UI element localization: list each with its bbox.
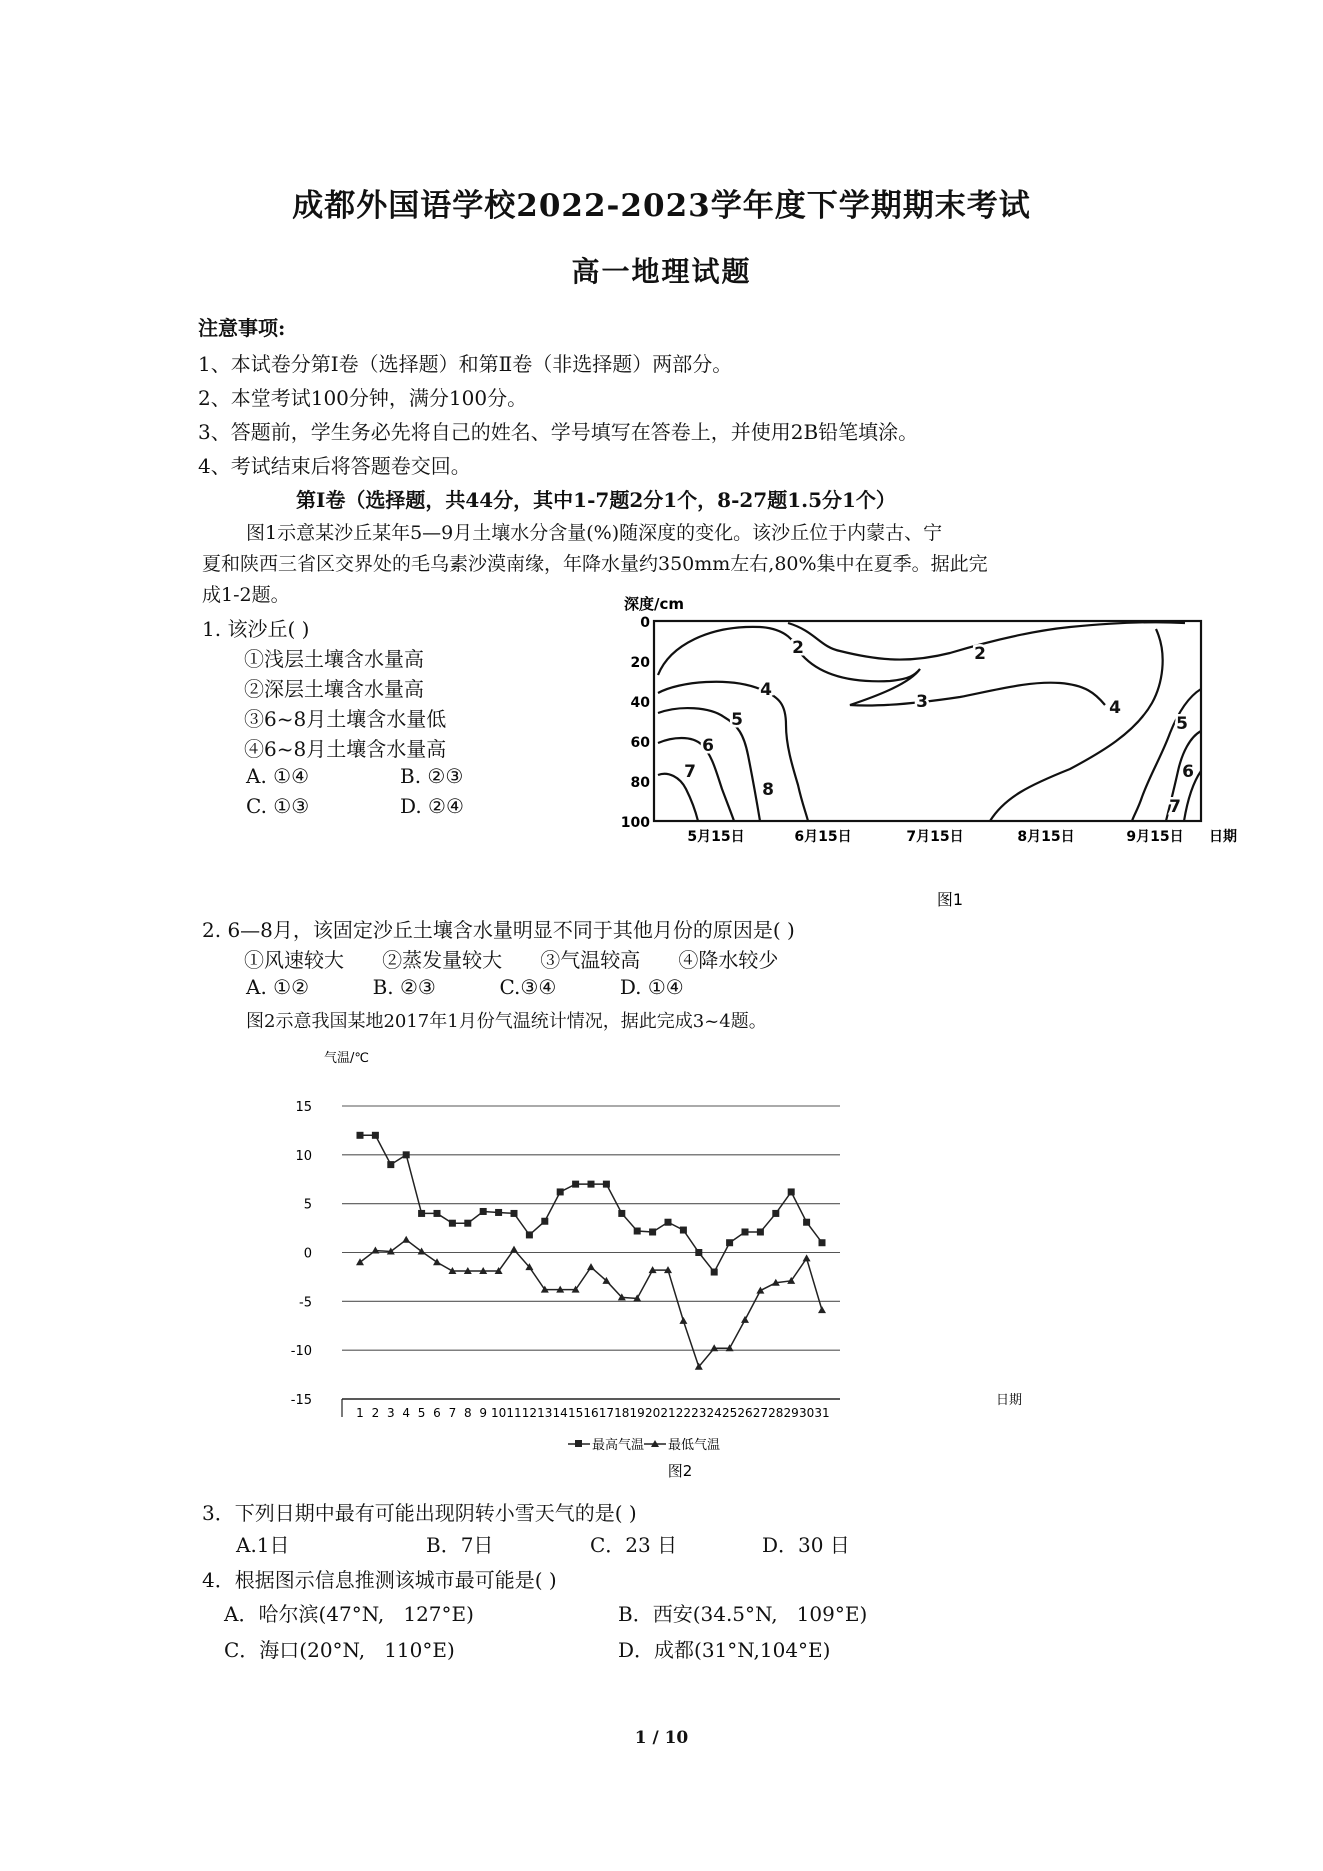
fig2-ytick: 10 [295,1148,312,1164]
fig1-ytick: 60 [630,735,650,751]
contour-5-left [658,708,760,821]
max-temp-point [618,1210,625,1217]
fig2-xtick: 30 [798,1406,815,1420]
page-title: 成都外国语学校2022-2023学年度下学期期末考试 [292,188,1031,224]
max-temp-point [403,1151,410,1158]
fig1-ylabel: 深度/cm [624,595,685,613]
fig2-xtick: 31 [814,1406,830,1420]
fig2-ytick: 15 [295,1100,312,1115]
contour-2 [788,622,1185,659]
contour-label: 4 [1109,698,1121,718]
fig2-legend [568,1437,720,1453]
fig2-xtick: 6 [433,1406,441,1420]
fig1-ytick: 20 [630,655,650,671]
contour-5-right [1132,689,1201,821]
max-temp-point [464,1220,471,1227]
fig2-gridlines [342,1106,840,1417]
fig2-xtick: 27 [752,1406,769,1420]
fig2-xtick: 14 [552,1406,568,1420]
notice-heading: 注意事项: [198,316,286,340]
fig1-xtick: 6月15日 [794,829,852,845]
contour-label: 7 [1169,797,1181,817]
fig2-xtick: 19 [629,1406,645,1420]
fig2-legend-max: 最高气温 [592,1438,645,1453]
max-temp-point [434,1210,441,1217]
contour-4-left [658,682,808,821]
q3-choice-b: B．7日 [426,1533,494,1557]
contour-label: 6 [702,736,714,756]
fig2-ytick: -15 [290,1393,312,1408]
fig2-xtick: 5 [417,1406,426,1420]
fig1-xtick: 8月15日 [1017,829,1075,845]
q4-stem: 4．根据图示信息推测该城市最可能是( ) [202,1568,557,1592]
max-temp-point [541,1218,548,1225]
fig2-xtick: 23 [691,1406,707,1420]
fig2-xticks [356,1406,829,1420]
fig2-xtick: 3 [386,1406,395,1420]
notice-item-4: 4、考试结束后将答题卷交回。 [198,454,471,478]
max-temp-point [480,1208,487,1215]
max-temp-point [372,1132,379,1139]
q3-choice-a: A.1日 [236,1533,290,1557]
fig2-xtick: 2 [371,1406,380,1420]
max-temp-point [603,1181,610,1188]
max-temp-point [742,1228,749,1235]
q1-stem: 1. 该沙丘( ) [202,617,310,641]
fig2-xtick: 10 [490,1406,507,1420]
q1-choice-c: C. ①③ [246,794,310,818]
fig2-legend-min: 最低气温 [668,1438,721,1453]
max-temp-point [557,1188,564,1195]
fig2-xtick: 15 [567,1406,584,1420]
fig2-xtick: 7 [448,1406,457,1420]
min-temp-point [741,1316,749,1323]
figure-1 [610,585,1250,915]
contour-3 [658,627,1105,706]
fig2-ytick: 5 [303,1197,312,1213]
min-temp-point [587,1263,595,1270]
notice-item-1: 1、本试卷分第Ⅰ卷（选择题）和第Ⅱ卷（非选择题）两部分。 [198,352,733,376]
contour-label: 7 [684,762,696,782]
fig2-xtick: 25 [721,1406,738,1420]
legend-square-marker [575,1440,582,1447]
fig2-xtick: 17 [598,1406,615,1420]
fig1-ytick: 80 [630,775,650,791]
contour-label: 2 [974,644,986,664]
contour-4-right [990,629,1163,821]
q4-choice-d: D．成都(31°N,104°E) [618,1638,831,1662]
max-temp-point [680,1227,687,1234]
q1-choice-b: B. ②③ [400,764,464,788]
fig1-xlabel: 日期 [1209,829,1237,845]
max-temp-point [649,1228,656,1235]
fig2-xlabel: 日期 [996,1393,1023,1408]
figure-2-chart [290,1040,1090,1480]
fig2-xtick: 20 [644,1406,661,1420]
max-temp-point [803,1219,810,1226]
min-temp-point [433,1258,441,1265]
q1-option-2: ②深层土壤含水量高 [244,677,424,701]
q4-choice-c: C．海口(20°N, 110°E) [224,1638,455,1662]
min-temp-point [510,1246,518,1253]
q3-choice-c: C．23 日 [590,1533,678,1557]
notice-item-3: 3、答题前，学生务必先将自己的姓名、学号填写在答卷上，并使用2B铅笔填涂。 [198,420,919,444]
q4-choice-b: B．西安(34.5°N, 109°E) [618,1602,868,1626]
contour-6-left [658,738,734,821]
min-temp-point [756,1287,764,1294]
fig2-ytick: 0 [303,1246,312,1262]
fig2-xtick: 13 [537,1406,553,1420]
fig1-yticks [621,615,650,831]
fig2-xtick: 16 [583,1406,599,1420]
contour-label: 8 [762,780,774,800]
fig2-xtick: 26 [737,1406,753,1420]
min-temp-point [818,1306,826,1313]
notice-item-2: 2、本堂考试100分钟，满分100分。 [198,386,528,410]
fig2-xtick: 8 [463,1406,472,1420]
intro-line-2: 夏和陕西三省区交界处的毛乌素沙漠南缘，年降水量约350mm左右,80%集中在夏季。据此完 [202,553,988,575]
max-temp-point [357,1132,364,1139]
q1-option-4: ④6~8月土壤含水量高 [244,737,447,761]
fig1-xtick: 9月15日 [1126,829,1184,845]
section-heading: 第Ⅰ卷（选择题，共44分，其中1-7题2分1个，8-27题1.5分1个） [296,488,896,512]
max-temp-point [449,1220,456,1227]
q1-choice-d: D. ②④ [400,794,464,818]
q1-choice-a: A. ①④ [246,764,310,788]
fig2-ytick: -10 [290,1344,312,1360]
fig2-xtick: 29 [783,1406,799,1420]
fig1-ytick: 0 [640,615,650,631]
q2-options: ①风速较大 ②蒸发量较大 ③气温较高 ④降水较少 [244,948,779,972]
page-subtitle: 高一地理试题 [571,255,752,288]
max-temp-point [819,1239,826,1246]
fig2-xtick: 1 [356,1406,364,1420]
max-temp-point [695,1249,702,1256]
fig1-xtick: 5月15日 [687,829,745,845]
intro-line-1: 图1示意某沙丘某年5—9月土壤水分含量(%)随深度的变化。该沙丘位于内蒙古、宁 [246,522,943,544]
max-temp-point [526,1231,533,1238]
fig2-xtick: 28 [768,1406,784,1420]
min-temp-point [803,1254,811,1261]
intro-line-3: 成1-2题。 [202,584,290,606]
fig1-contour-labels [684,638,1194,817]
max-temp-point [665,1219,672,1226]
q3-choice-d: D．30 日 [762,1533,850,1557]
max-temp-point [772,1210,779,1217]
contour-label: 4 [760,680,772,700]
q2-choices: A. ①② B. ②③ C.③④ D. ①④ [246,975,684,999]
fig2-xtick: 22 [675,1406,692,1420]
max-temp-point [634,1228,641,1235]
max-temp-point [788,1188,795,1195]
fig2-xtick: 21 [660,1406,676,1420]
max-temp-point [511,1210,518,1217]
q4-choice-a: A．哈尔滨(47°N, 127°E) [224,1602,474,1626]
q2-stem: 2. 6—8月，该固定沙丘土壤含水量明显不同于其他月份的原因是( ) [202,918,795,942]
fig2-xtick: 11 [506,1406,522,1420]
max-temp-point [495,1209,502,1216]
fig2-series [356,1132,826,1370]
fig2-yticks [291,1100,312,1408]
series-line-1 [360,1240,822,1367]
q1-option-3: ③6~8月土壤含水量低 [244,707,447,731]
page-number: 1 / 10 [634,1728,689,1748]
max-temp-point [418,1210,425,1217]
contour-label: 2 [792,638,804,658]
fig2-xtick: 12 [521,1406,538,1420]
fig1-xticks [687,829,1237,845]
fig2-xtick: 4 [402,1406,411,1420]
max-temp-point [711,1269,718,1276]
fig1-xtick: 7月15日 [906,829,964,845]
fig2-xtick: 24 [706,1406,722,1420]
max-temp-point [757,1228,764,1235]
contour-label: 5 [1176,714,1188,734]
max-temp-point [572,1181,579,1188]
fig2-caption: 图2 [667,1462,693,1480]
q1-option-1: ①浅层土壤含水量高 [244,647,424,671]
fig2-xtick: 9 [479,1406,488,1420]
fig1-ytick: 100 [620,815,650,831]
max-temp-point [387,1161,394,1168]
fig2-ytick: -5 [299,1295,312,1311]
fig2-intro: 图2示意我国某地2017年1月份气温统计情况，据此完成3~4题。 [246,1011,767,1032]
min-temp-point [679,1317,687,1324]
min-temp-point [402,1236,410,1243]
fig2-xtick: 18 [614,1406,630,1420]
fig1-caption: 图1 [936,890,964,909]
max-temp-point [588,1181,595,1188]
q3-stem: 3．下列日期中最有可能出现阴转小雪天气的是( ) [202,1501,637,1525]
contour-label: 6 [1182,762,1194,782]
contour-label: 5 [731,710,743,730]
fig1-ytick: 40 [630,695,650,711]
contour-label: 3 [916,692,928,712]
max-temp-point [726,1239,733,1246]
fig2-ylabel: 气温/℃ [324,1051,369,1066]
